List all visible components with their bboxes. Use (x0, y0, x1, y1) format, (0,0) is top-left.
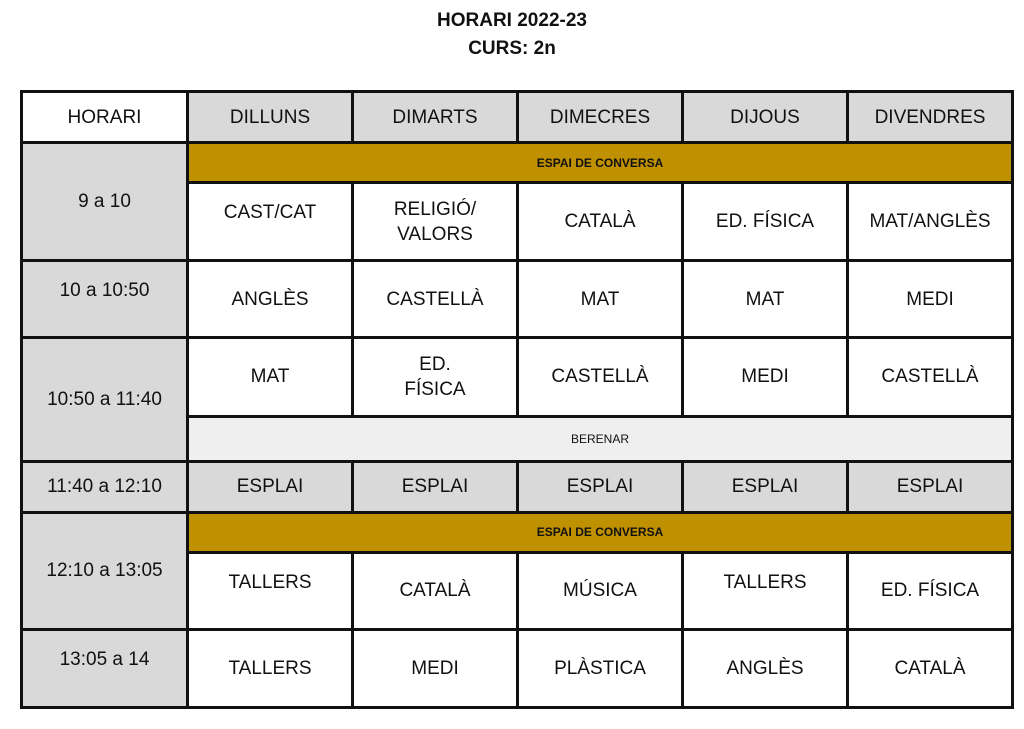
schedule-cell: MÚSICA (518, 552, 683, 629)
schedule-cell: ANGLÈS (188, 261, 353, 338)
header-day-3: DIMECRES (518, 92, 683, 143)
schedule-cell: MEDI (683, 338, 848, 416)
table-row (22, 338, 1013, 416)
schedule-cell: CATALÀ (353, 552, 518, 629)
header-day-5: DIVENDRES (848, 92, 1013, 143)
time-slot-1: 9 a 10 (22, 143, 188, 261)
schedule-cell: MEDI (353, 629, 518, 707)
schedule-cell: ESPLAI (518, 461, 683, 512)
schedule-cell: ANGLÈS (683, 629, 848, 707)
header-day-2: DIMARTS (353, 92, 518, 143)
schedule-cell: ED. FÍSICA (683, 183, 848, 261)
table-row (22, 461, 1013, 512)
schedule-cell: CASTELLÀ (518, 338, 683, 416)
table-row (22, 629, 1013, 707)
schedule-cell: TALLERS (683, 552, 848, 629)
conversation-band: ESPAI DE CONVERSA (188, 512, 1013, 552)
schedule-table (20, 90, 1014, 709)
schedule-cell: ESPLAI (188, 461, 353, 512)
header-day-1: DILLUNS (188, 92, 353, 143)
schedule-cell: TALLERS (188, 629, 353, 707)
schedule-cell: MAT/ANGLÈS (848, 183, 1013, 261)
time-slot-3: 10:50 a 11:40 (22, 338, 188, 461)
time-slot-5: 12:10 a 13:05 (22, 512, 188, 629)
conversation-band: ESPAI DE CONVERSA (188, 143, 1013, 183)
schedule-cell: CASTELLÀ (353, 261, 518, 338)
schedule-cell: CAST/CAT (188, 183, 353, 261)
schedule-cell: ESPLAI (353, 461, 518, 512)
schedule-cell: CASTELLÀ (848, 338, 1013, 416)
time-slot-2: 10 a 10:50 (22, 261, 188, 338)
schedule-cell: ESPLAI (683, 461, 848, 512)
schedule-cell: PLÀSTICA (518, 629, 683, 707)
time-slot-6: 13:05 a 14 (22, 629, 188, 707)
schedule-cell: CATALÀ (848, 629, 1013, 707)
time-slot-4: 11:40 a 12:10 (22, 461, 188, 512)
page-subtitle: CURS: 2n (468, 38, 556, 59)
table-row (22, 261, 1013, 338)
schedule-cell: ESPLAI (848, 461, 1013, 512)
schedule-cell: ED. FÍSICA (848, 552, 1013, 629)
header-horari: HORARI (22, 92, 188, 143)
schedule-cell: MAT (683, 261, 848, 338)
header-row (22, 92, 1013, 143)
schedule-cell: MEDI (848, 261, 1013, 338)
schedule-cell: CATALÀ (518, 183, 683, 261)
schedule-cell: ED. FÍSICA (353, 338, 518, 416)
header-day-4: DIJOUS (683, 92, 848, 143)
schedule-cell: TALLERS (188, 552, 353, 629)
page-title: HORARI 2022-23 (437, 10, 587, 31)
snack-break-band: BERENAR (188, 416, 1013, 461)
schedule-cell: MAT (188, 338, 353, 416)
schedule-cell: RELIGIÓ/ VALORS (353, 183, 518, 261)
schedule-cell: MAT (518, 261, 683, 338)
